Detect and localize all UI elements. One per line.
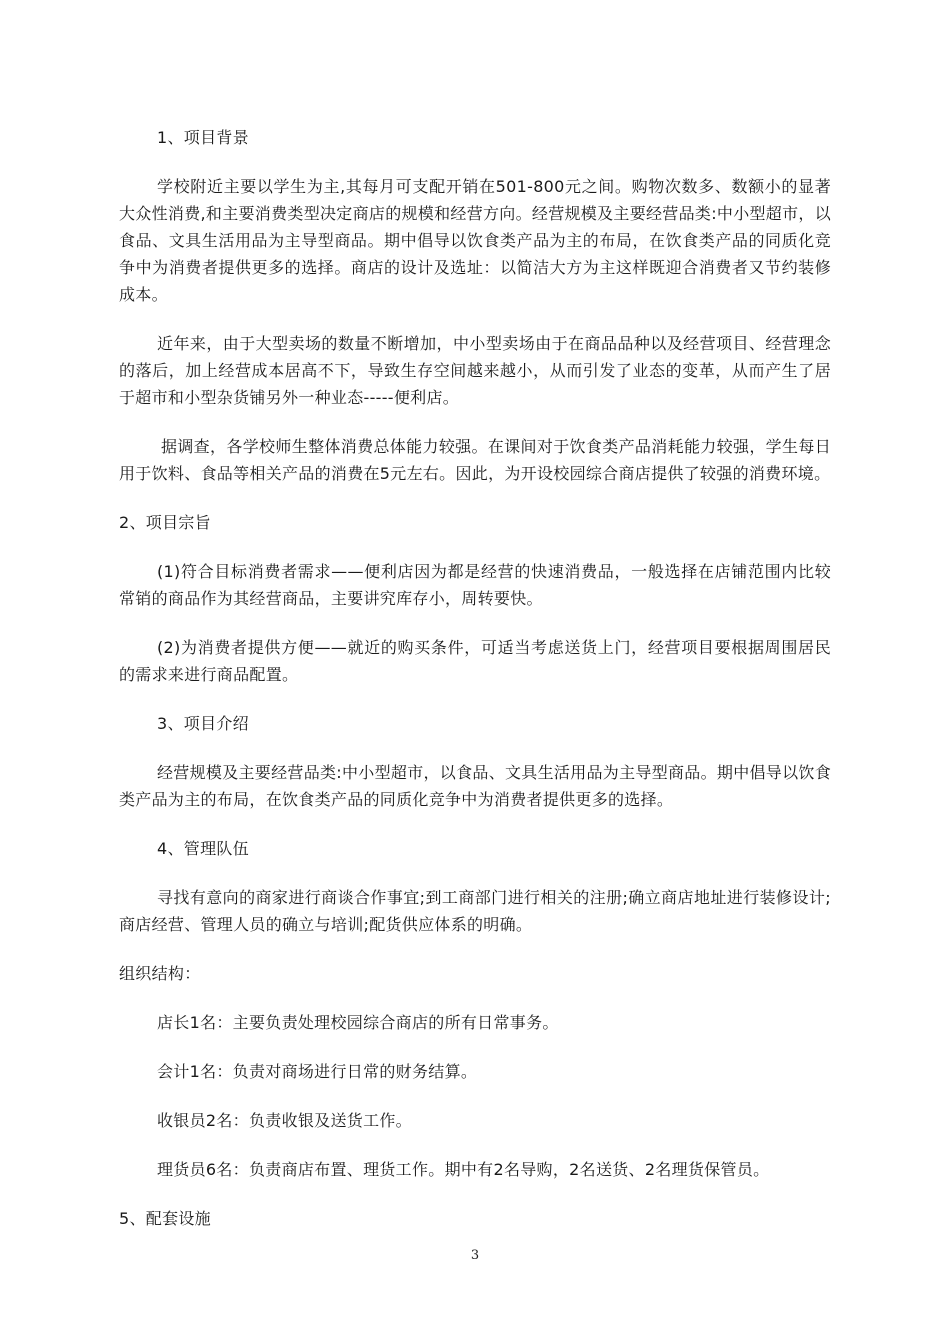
heading-organization: 组织结构：	[119, 964, 201, 983]
paragraph-survey: 据调查，各学校师生整体消费总体能力较强。在课间对于饮食类产品消耗能力较强，学生每日用于饮料、食品等相关产品的消费在5元左右。因此，为开设校园综合商店提供了较强的消费环境。	[119, 437, 831, 483]
paragraph-industry-trend: 近年来，由于大型卖场的数量不断增加，中小型卖场由于在商品品种以及经营项目、经营理念的落后，加上经营成本居高不下，导致生存空间越来越小，从而引发了业态的变革，从而产生了居于超市和小型杂货铺另外一种业态-----便利店。	[119, 334, 831, 407]
paragraph-team: 寻找有意向的商家进行商谈合作事宜;到工商部门进行相关的注册;确立商店地址进行装修设计;商店经营、管理人员的确立与培训;配货供应体系的明确。	[119, 888, 831, 934]
paragraph-purpose-2: (2)为消费者提供方便——就近的购买条件，可适当考虑送货上门，经营项目要根据周围居民的需求来进行商品配置。	[119, 638, 831, 684]
paragraph-purpose-1: (1)符合目标消费者需求——便利店因为都是经营的快速消费品，一般选择在店铺范围内比较常销的商品作为其经营商品，主要讲究库存小，周转要快。	[119, 562, 831, 608]
role-cashier: 收银员2名：负责收银及送货工作。	[157, 1111, 412, 1130]
section-heading-team: 4、管理队伍	[157, 839, 249, 858]
paragraph-introduction: 经营规模及主要经营品类:中小型超市，以食品、文具生活用品为主导型商品。期中倡导以饮食类产品为主的布局，在饮食类产品的同质化竞争中为消费者提供更多的选择。	[119, 763, 831, 809]
section-heading-facilities: 5、配套设施	[119, 1209, 211, 1228]
section-heading-introduction: 3、项目介绍	[157, 714, 249, 733]
section-heading-background: 1、项目背景	[157, 128, 249, 147]
role-accountant: 会计1名：负责对商场进行日常的财务结算。	[157, 1062, 478, 1081]
section-heading-purpose: 2、项目宗旨	[119, 513, 211, 532]
page-number: 3	[470, 1248, 480, 1263]
role-store-manager: 店长1名：主要负责处理校园综合商店的所有日常事务。	[157, 1013, 559, 1032]
paragraph-campus-consumption: 学校附近主要以学生为主,其每月可支配开销在501-800元之间。购物次数多、数额小的显著大众性消费,和主要消费类型决定商店的规模和经营方向。经营规模及主要经营品类:中小型超市，以食品、文具生活用品为主导型商品。期中倡导以饮食类产品为主的布局，在饮食类产品的同质化竞争中为消费者提供更多的选择。商店的设计及选址：以简洁大方为主这样既迎合消费者又节约装修成本。	[119, 177, 831, 304]
document-body	[119, 124, 831, 1254]
role-stock-clerk: 理货员6名：负责商店布置、理货工作。期中有2名导购，2名送货、2名理货保管员。	[157, 1160, 770, 1179]
